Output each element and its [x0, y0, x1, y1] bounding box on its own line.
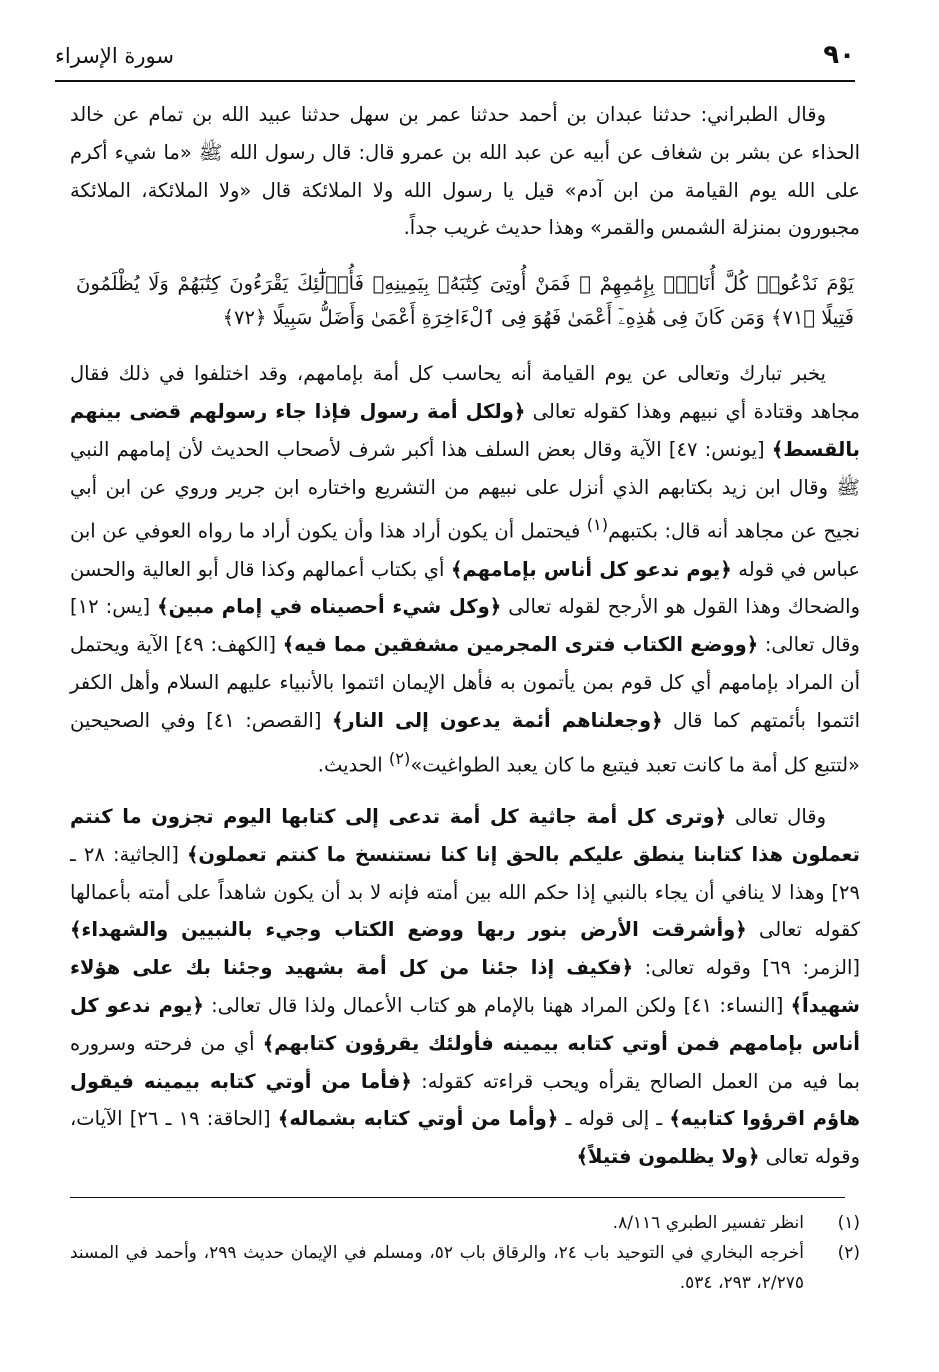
paragraph-imam-commentary — [70, 355, 860, 784]
page-number: ٩٠ — [823, 40, 855, 70]
quran-verse-71-72: يَوْمَ نَدْعُوا۟ كُلَّ أُنَاسٍۭ بِإِمَٰمِهِمْ ۖ فَمَنْ أُوتِىَ كِتَٰبَهُۥ بِيَمِينِهِۦ فَأُو۟لَٰٓئِكَ يَقْرَءُونَ كِتَٰبَهُمْ وَلَا يُظْلَمُونَ فَتِيلًا ﴿٧١﴾ وَمَن كَانَ فِى هَٰذِهِۦٓ أَعْمَىٰ فَهُوَ فِى ٱلْءَاخِرَةِ أَعْمَىٰ وَأَضَلُّ سَبِيلًا ﴿٧٢﴾ — [76, 272, 854, 330]
footnote-text: أخرجه البخاري في التوحيد باب ٢٤، والرقاق باب ٥٢، ومسلم في الإيمان حديث ٢٩٩، وأحمد في المسند ٢/٢٧٥، ٢٩٣، ٥٣٤. — [70, 1243, 804, 1293]
quran-quote: ﴿وكل شيء أحصيناه في إمام مبين﴾ — [157, 595, 502, 619]
text-run: [النساء: ٤١] ولكن المراد ههنا بالإمام هو كتاب الأعمال ولذا قال تعالى: — [203, 993, 791, 1017]
footnote-number: (١) — [837, 1213, 860, 1233]
quran-quote: ﴿وجعلناهم أئمة يدعون إلى النار﴾ — [331, 708, 663, 732]
text-run: [الجاثية: ٢٨ ـ ٢٩] وهذا لا ينافي أن يجاء بالنبي إذا حكم الله بين أمته فإنه لا بد أن يكون شاهداً على أمته بأعمالها كقوله تعالى — [70, 842, 860, 942]
text-run: [الكهف: ٤٩] الآية ويحتمل أن المراد بإمامهم أي كل قوم بمن يأتمون به فأهل الإيمان ائتموا بالأنبياء عليهم السلام وأهل الكفر ائتموا بأئمتهم كما قال — [70, 633, 860, 732]
text-run: أي بكتاب أعمالهم وكذا قال أبو العالية والحسن والضحاك وهذا القول هو الأرجح لقوله تعالى — [70, 557, 860, 619]
quran-quote: ﴿وأشرقت الأرض بنور ربها ووضع الكتاب وجيء بالنبيين والشهداء﴾ — [70, 918, 747, 942]
text-run: [يونس: ٤٧] الآية وقال بعض السلف هذا أكبر شرف لأصحاب الحديث لأن إمامهم النبي ﷺ وقال ابن زيد بكتابهم الذي أنزل على نبيهم من التشريع واختاره ابن جرير وروي عن ابن أبي نجيح عن مجاهد أنه قال: بكتبهم — [70, 437, 860, 543]
paragraph-tabarani-hadith — [70, 96, 860, 247]
paragraph-book-of-deeds — [70, 798, 860, 1176]
text-run: أي من فرحته وسروره بما فيه من العمل الصالح يقرأه ويحب قراءته كقوله: — [70, 1031, 860, 1093]
quran-quote: ﴿ووضع الكتاب فترى المجرمين مشفقين مما فيه﴾ — [282, 633, 759, 657]
text-run: يخبر تبارك وتعالى عن يوم القيامة أنه يحاسب كل أمة بإمامهم، وقد اختلفوا في ذلك فقال مجاهد وقتادة أي نبيهم وهذا كقوله تعالى — [70, 362, 860, 423]
text-run: [القصص: ٤١] وفي الصحيحين «لتتبع كل أمة ما كانت تعبد فيتبع ما كان يعبد الطواغيت» — [70, 708, 860, 777]
footnote-2 — [70, 1238, 860, 1298]
quran-quote: ﴿ولا يظلمون فتيلاً﴾ — [576, 1145, 760, 1169]
quran-quote: ﴿فكيف إذا جئنا من كل أمة بشهيد وجئنا بك على هؤلاء شهيداً﴾ — [70, 956, 860, 1017]
footnote-ref-1[interactable]: (١) — [586, 515, 609, 535]
quran-quote: ﴿فأما من أوتي كتابه بيمينه فيقول هاؤم اقرؤوا كتابيه﴾ — [70, 1069, 860, 1131]
page-header — [55, 40, 855, 80]
quran-quote: ﴿وأما من أوتي كتابه بشماله﴾ — [277, 1107, 559, 1131]
footnote-1 — [70, 1208, 860, 1238]
quran-quote: ﴿وترى كل أمة جاثية كل أمة تدعى إلى كتابها اليوم تجزون ما كنتم تعملون هذا كتابنا ينطق عليكم بالحق إنا كنا نستنسخ ما كنتم تعملون﴾ — [70, 804, 860, 866]
quran-quote: ﴿يوم ندعو كل أناس بإمامهم فمن أوتي كتابه بيمينه فأولئك يقرؤون كتابهم﴾ — [70, 993, 860, 1055]
footnote-text: انظر تفسير الطبري ٨/١١٦. — [612, 1213, 804, 1233]
footnote-divider — [70, 1197, 845, 1198]
main-text — [70, 96, 860, 1176]
text-run: وقال تعالى — [726, 804, 827, 828]
text-run: الحديث. — [317, 753, 389, 777]
footnote-ref-2[interactable]: (٢) — [388, 748, 411, 768]
quran-quote: ﴿ولكل أمة رسول فإذا جاء رسولهم قضى بينهم بالقسط﴾ — [70, 399, 860, 461]
text-run: [الزمر: ٦٩] وقوله تعالى: — [633, 956, 861, 980]
footnote-number: (٢) — [837, 1243, 860, 1263]
text-run: ـ إلى قوله ـ — [558, 1107, 670, 1131]
quran-quote: ﴿يوم ندعو كل أناس بإمامهم﴾ — [451, 557, 732, 581]
text-run: [الحاقة: ١٩ ـ ٢٦] الآيات، وقوله تعالى — [70, 1107, 860, 1169]
header-divider — [55, 80, 855, 82]
text-run: [يس: ١٢] وقال تعالى: — [70, 595, 860, 657]
text-run: فيحتمل أن يكون أراد هذا وأن يكون أراد ما رواه العوفي عن ابن عباس في قوله — [70, 519, 860, 581]
paragraph-text: وقال الطبراني: حدثنا عبدان بن أحمد حدثنا عمر بن سهل حدثنا عبيد الله بن تمام عن خالد الحذاء عن بشر بن شغاف عن أبيه عن عبد الله بن عمرو قال: قال رسول الله ﷺ «ما شيء أكرم على الله يوم القيامة من ابن آدم» قيل يا رسول الله ولا الملائكة قال «ولا الملائكة، الملائكة مجبورون بمنزلة الشمس والقمر» وهذا حديث غريب جداً. — [70, 103, 860, 240]
surah-title: سورة الإسراء — [55, 44, 174, 68]
footnotes — [70, 1208, 860, 1298]
